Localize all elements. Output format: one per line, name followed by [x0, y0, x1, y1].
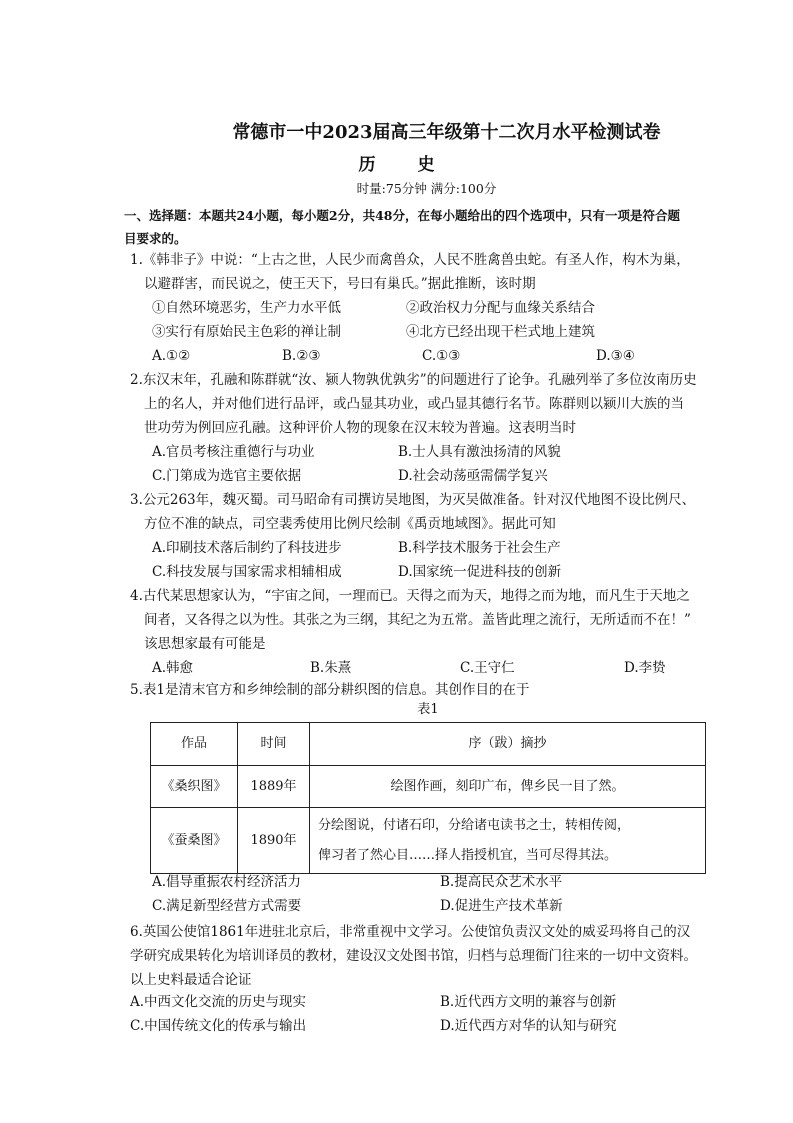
table-cell: 绘图作画，刻印广布，俾乡民一目了然。 — [310, 766, 706, 808]
option-row — [130, 894, 710, 918]
table-row — [151, 766, 706, 808]
option-a: A.倡导重振农村经济活力 — [152, 874, 302, 890]
table-caption: 表1 — [417, 702, 439, 717]
option-row — [130, 560, 710, 584]
option-c: C.王守仁 — [460, 660, 515, 676]
exam-title: 常德市一中2023届高三年级第十二次月水平检测试卷 — [232, 122, 661, 143]
option-b: B.朱熹 — [310, 660, 352, 676]
option-d: D.李贽 — [624, 660, 666, 676]
column-header: 作品 — [151, 723, 238, 766]
question-4 — [130, 584, 710, 680]
table-cell: 分绘图说，付诸石印，分给诸屯读书之士，转相传阅， 俾习者了然心目……择人指授机宜，当可尽得其法。 — [310, 808, 706, 874]
question-6 — [130, 920, 730, 944]
statement-4: ④北方已经出现干栏式地上建筑 — [406, 324, 595, 340]
option-d: D.③④ — [596, 348, 635, 364]
option-row — [130, 656, 710, 680]
option-row — [130, 344, 710, 368]
option-row — [130, 536, 710, 560]
table-cell: 1890年 — [238, 808, 310, 874]
option-row — [130, 1014, 730, 1038]
option-c: C.中国传统文化的传承与输出 — [130, 1018, 307, 1034]
option-d: D.促进生产技术革新 — [440, 898, 563, 914]
exam-meta: 时量:75分钟 满分:100分 — [356, 181, 497, 196]
table-cell: 《蚕桑图》 — [151, 808, 238, 874]
table-row — [151, 808, 706, 874]
option-row — [130, 870, 710, 894]
question-6-cont: 以上史料最适合论证 — [130, 972, 252, 988]
table-cell: 1889年 — [238, 766, 310, 808]
option-c: C.①③ — [422, 348, 461, 364]
option-b: B.士人具有激浊扬清的风貌 — [398, 444, 561, 460]
option-a: A.①② — [152, 348, 191, 364]
data-table — [150, 722, 706, 874]
statement-3: ③实行有原始民主色彩的禅让制 — [152, 324, 341, 340]
section-heading: 一、选择题：本题共24小题，每小题2分，共48分，在每小题给出的四个选项中，只有一项是符合题目要求的。 — [124, 208, 680, 246]
option-row — [130, 440, 710, 464]
statement-row — [130, 296, 710, 320]
table-cell: 《桑织图》 — [151, 766, 238, 808]
subject-heading: 历史 — [358, 155, 477, 175]
option-b: B.②③ — [282, 348, 321, 364]
question-5-options — [130, 870, 710, 918]
option-row — [130, 990, 730, 1014]
statement-1: ①自然环境恶劣，生产力水平低 — [152, 300, 341, 316]
option-d: D.社会动荡亟需儒学复兴 — [398, 468, 548, 484]
table-header-row — [151, 723, 706, 766]
option-row — [130, 464, 710, 488]
question-2 — [130, 368, 710, 488]
option-b: B.近代西方文明的兼容与创新 — [440, 994, 617, 1010]
question-stem: 5.表1是清末官方和乡绅绘制的部分耕织图的信息。其创作目的在于 — [130, 682, 530, 698]
question-stem: 6.英国公使馆1861年进驻北京后，非常重视中文学习。公使馆负责汉文处的威妥玛将自己的汉 — [130, 924, 691, 940]
question-5 — [130, 678, 710, 702]
question-6-cont: 学研究成果转化为培训译员的教材，建设汉文处图书馆，归档与总理衙门往来的一切中文资料。 — [130, 948, 697, 964]
option-a: A.韩愈 — [152, 660, 194, 676]
statement-row — [130, 320, 710, 344]
option-d: D.国家统一促进科技的创新 — [398, 564, 562, 580]
statement-2: ②政治权力分配与血缘关系结合 — [406, 300, 595, 316]
option-d: D.近代西方对华的认知与研究 — [440, 1018, 617, 1034]
column-header: 时间 — [238, 723, 310, 766]
question-stem: 4.古代某思想家认为，“宇宙之间，一理而已。天得之而为天，地得之而为地，而凡生于天地之 间者，又各得之以为性。其张之为三纲，其纪之为五常。盖皆此理之流行，无所适而不在！” 该思想家最有可能是 — [130, 588, 691, 652]
question-stem: 1.《韩非子》中说：“上古之世，人民少而禽兽众，人民不胜禽兽虫蛇。有圣人作，构木为巢， 以避群害，而民说之，使王天下，号曰有巢氏。”据此推断，该时期 — [130, 252, 690, 292]
question-stem: 3.公元263年，魏灭蜀。司马昭命有司撰访吴地图，为灭吴做准备。针对汉代地图不设比例尺、 方位不准的缺点，司空裴秀使用比例尺绘制《禹贡地域图》。据此可知 — [130, 492, 696, 532]
option-a: A.官员考核注重德行与功业 — [152, 444, 315, 460]
option-a: A.印刷技术落后制约了科技进步 — [152, 540, 342, 556]
question-6-options — [130, 990, 730, 1038]
option-b: B.科学技术服务于社会生产 — [398, 540, 561, 556]
option-c: C.科技发展与国家需求相辅相成 — [152, 564, 342, 580]
column-header: 序（跋）摘抄 — [310, 723, 706, 766]
option-a: A.中西文化交流的历史与现实 — [130, 994, 307, 1010]
question-1 — [130, 248, 710, 368]
question-stem: 2.东汉末年，孔融和陈群就“汝、颍人物孰优孰劣”的问题进行了论争。孔融列举了多位汝南历史 上的名人，并对他们进行品评，或凸显其功业，或凸显其德行名节。陈群则以颍川大族的当 世功劳为例回应孔融。这种评价人物的现象在汉末较为普遍。这表明当时 — [130, 372, 697, 436]
question-3 — [130, 488, 710, 584]
option-c: C.满足新型经营方式需要 — [152, 898, 302, 914]
option-c: C.门第成为选官主要依据 — [152, 468, 302, 484]
option-b: B.提高民众艺术水平 — [440, 874, 563, 890]
